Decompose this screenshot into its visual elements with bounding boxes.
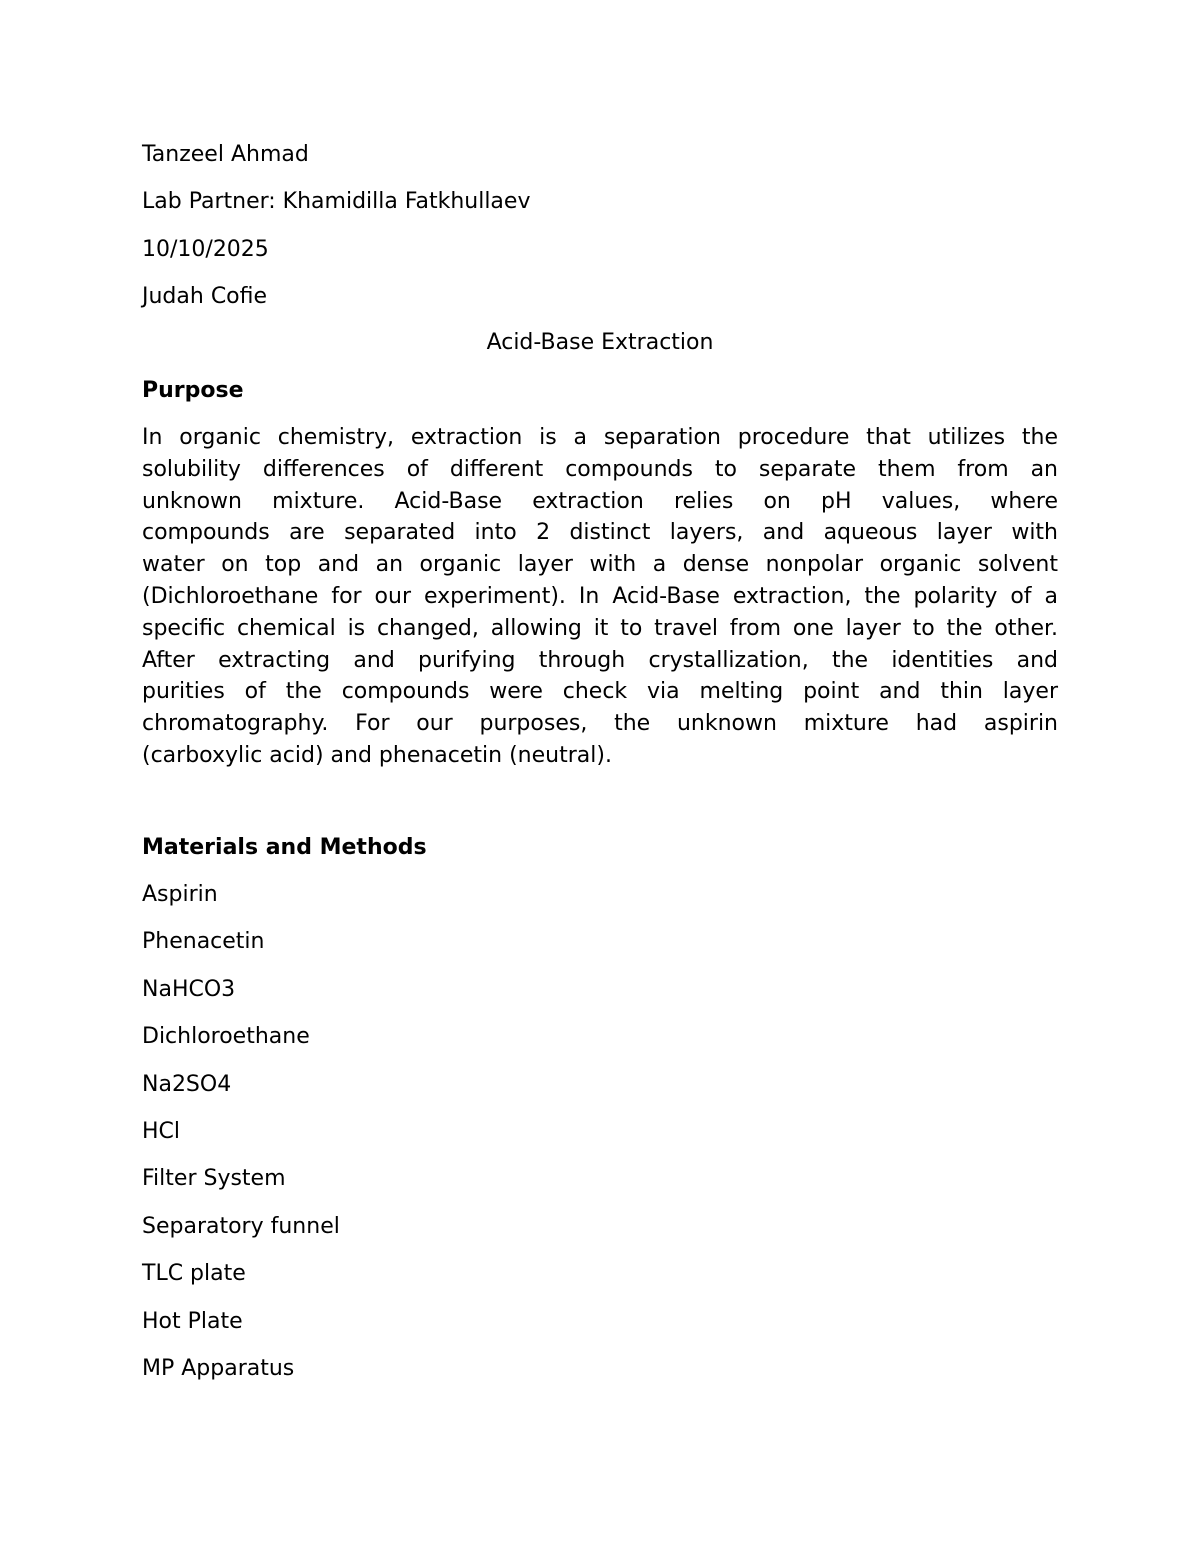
purpose-line: purities of the compounds were check via melting point and thin layer bbox=[142, 679, 1058, 705]
materials-heading: Materials and Methods bbox=[142, 835, 427, 860]
list-item: Aspirin bbox=[142, 882, 218, 907]
author-name: Tanzeel Ahmad bbox=[142, 142, 309, 167]
purpose-line: specific chemical is changed, allowing it to travel from one layer to the other. bbox=[142, 615, 1058, 641]
purpose-line: compounds are separated into 2 distinct layers, and aqueous layer with bbox=[142, 520, 1058, 546]
list-item: Phenacetin bbox=[142, 929, 265, 955]
purpose-paragraph bbox=[142, 422, 1058, 772]
list-item: HCl bbox=[142, 1118, 181, 1144]
purpose-line: (carboxylic acid) and phenacetin (neutral). bbox=[142, 742, 612, 768]
instructor-name: Judah Cofie bbox=[142, 284, 268, 309]
materials-list bbox=[142, 880, 340, 1401]
purpose-line: In organic chemistry, extraction is a separation procedure that utilizes the bbox=[142, 425, 1058, 450]
list-item: TLC plate bbox=[142, 1261, 246, 1287]
list-item: Separatory funnel bbox=[142, 1213, 340, 1239]
list-item: Na2SO4 bbox=[142, 1071, 232, 1097]
purpose-heading: Purpose bbox=[142, 378, 244, 403]
purpose-line: water on top and an organic layer with a dense nonpolar organic solvent bbox=[142, 552, 1058, 578]
list-item: Hot Plate bbox=[142, 1308, 243, 1334]
purpose-line: chromatography. For our purposes, the unknown mixture had aspirin bbox=[142, 711, 1058, 737]
lab-partner: Lab Partner: Khamidilla Fatkhullaev bbox=[142, 189, 531, 214]
purpose-line: After extracting and purifying through crystallization, the identities and bbox=[142, 647, 1058, 673]
list-item: MP Apparatus bbox=[142, 1355, 295, 1381]
list-item: NaHCO3 bbox=[142, 976, 236, 1002]
report-date: 10/10/2025 bbox=[142, 237, 269, 262]
purpose-line: solubility differences of different compounds to separate them from an bbox=[142, 456, 1058, 482]
purpose-line: unknown mixture. Acid-Base extraction relies on pH values, where bbox=[142, 488, 1058, 514]
document-title: Acid-Base Extraction bbox=[486, 330, 714, 355]
purpose-line: (Dichloroethane for our experiment). In Acid-Base extraction, the polarity of a bbox=[142, 583, 1058, 609]
list-item: Filter System bbox=[142, 1166, 286, 1192]
list-item: Dichloroethane bbox=[142, 1024, 310, 1050]
